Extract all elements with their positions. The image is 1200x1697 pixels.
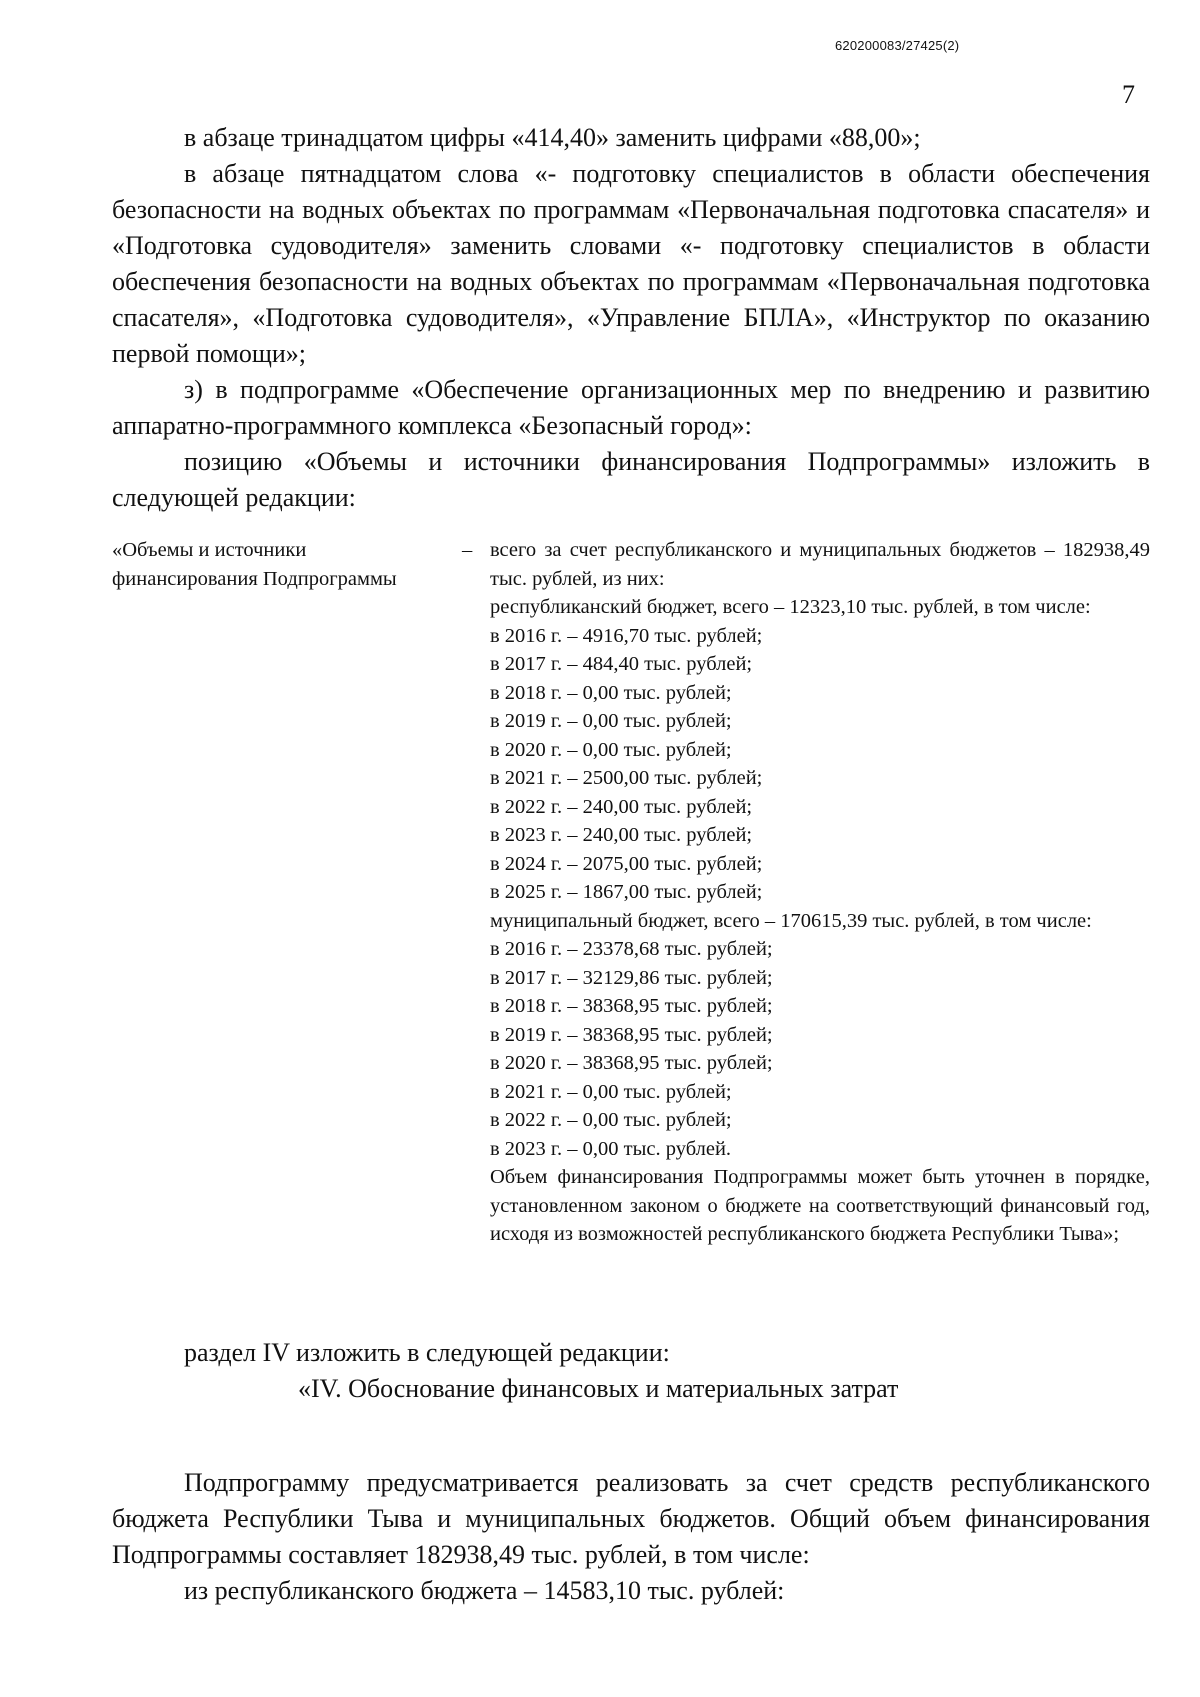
page-number: 7 [1122, 80, 1135, 109]
year-line: в 2023 г. – 240,00 тыс. рублей; [490, 824, 753, 846]
year-line: в 2017 г. – 32129,86 тыс. рублей; [490, 966, 773, 989]
year-line: в 2020 г. – 0,00 тыс. рублей; [490, 738, 732, 761]
document-number: 620200083/27425(2) [835, 38, 960, 53]
year-line: в 2019 г. – 38368,95 тыс. рублей; [490, 1023, 773, 1046]
funding-label: «Объемы и источники финансирования Подпрограммы [112, 539, 397, 590]
year-line: в 2022 г. – 240,00 тыс. рублей; [490, 795, 753, 818]
section-iv [112, 1335, 1150, 1609]
year-line: в 2016 г. – 4916,70 тыс. рублей; [490, 624, 763, 647]
section-paragraph: Подпрограмму предусматривается реализовать за счет средств республиканского бюджета Республики Тыва и муниципальных бюджетов. Общий объем финансирования Подпрограммы составляет 182938,49 тыс. рублей, в том числе: [112, 1468, 1150, 1569]
year-line: в 2020 г. – 38368,95 тыс. рублей; [490, 1052, 773, 1074]
paragraph-13: в абзаце тринадцатом цифры «414,40» заменить цифрами «88,00»; [184, 123, 921, 152]
funding-dash: – [462, 539, 473, 561]
year-line: в 2018 г. – 38368,95 тыс. рублей; [490, 995, 773, 1017]
paragraph-position: позицию «Объемы и источники финансирования Подпрограммы» изложить в следующей редакции: [112, 447, 1150, 512]
paragraph-subprogram: з) в подпрограмме «Обеспечение организационных мер по внедрению и развитию аппаратно-программного комплекса «Безопасный город»: [112, 375, 1150, 440]
municipal-years [490, 935, 1150, 1163]
year-line: в 2019 г. – 0,00 тыс. рублей; [490, 710, 732, 732]
intro-text [112, 120, 1150, 516]
year-line: в 2024 г. – 2075,00 тыс. рублей; [490, 852, 763, 875]
republican-years [490, 622, 1150, 907]
paragraph-15: в абзаце пятнадцатом слова «- подготовку специалистов в области обеспечения безопасности на водных объектах по программам «Первоначальная подготовка спасателя» и «Подготовка судоводителя» заменить словами «- подготовку специалистов в области обеспечения безопасности на водных объектах по программам «Первоначальная подготовка спасателя», «Подготовка судоводителя», «Управление БПЛА», «Инструктор по оказанию первой помощи»; [112, 159, 1150, 368]
section-last-line: из республиканского бюджета – 14583,10 тыс. рублей: [184, 1576, 785, 1605]
year-line: в 2021 г. – 0,00 тыс. рублей; [490, 1080, 732, 1103]
funding-note: Объем финансирования Подпрограммы может быть уточнен в порядке, установленном законом о бюджете на соответствующий финансовый год, исходя из возможностей республиканского бюджета Республики Тыва»; [490, 1166, 1150, 1245]
section-instruction: раздел IV изложить в следующей редакции: [184, 1338, 670, 1367]
year-line: в 2018 г. – 0,00 тыс. рублей; [490, 681, 732, 704]
year-line: в 2025 г. – 1867,00 тыс. рублей; [490, 881, 763, 903]
year-line: в 2022 г. – 0,00 тыс. рублей; [490, 1109, 732, 1131]
year-line: в 2017 г. – 484,40 тыс. рублей; [490, 653, 753, 675]
republican-total: республиканский бюджет, всего – 12323,10 тыс. рублей, в том числе: [490, 596, 1091, 618]
section-title: «IV. Обоснование финансовых и материальных затрат [298, 1374, 899, 1403]
funding-details [490, 536, 1150, 1249]
year-line: в 2023 г. – 0,00 тыс. рублей. [490, 1137, 732, 1160]
year-line: в 2021 г. – 2500,00 тыс. рублей; [490, 767, 763, 789]
municipal-total: муниципальный бюджет, всего – 170615,39 тыс. рублей, в том числе: [490, 909, 1092, 932]
year-line: в 2016 г. – 23378,68 тыс. рублей; [490, 938, 773, 960]
funding-total: всего за счет республиканского и муниципальных бюджетов – 182938,49 тыс. рублей, из них: [490, 539, 1150, 590]
